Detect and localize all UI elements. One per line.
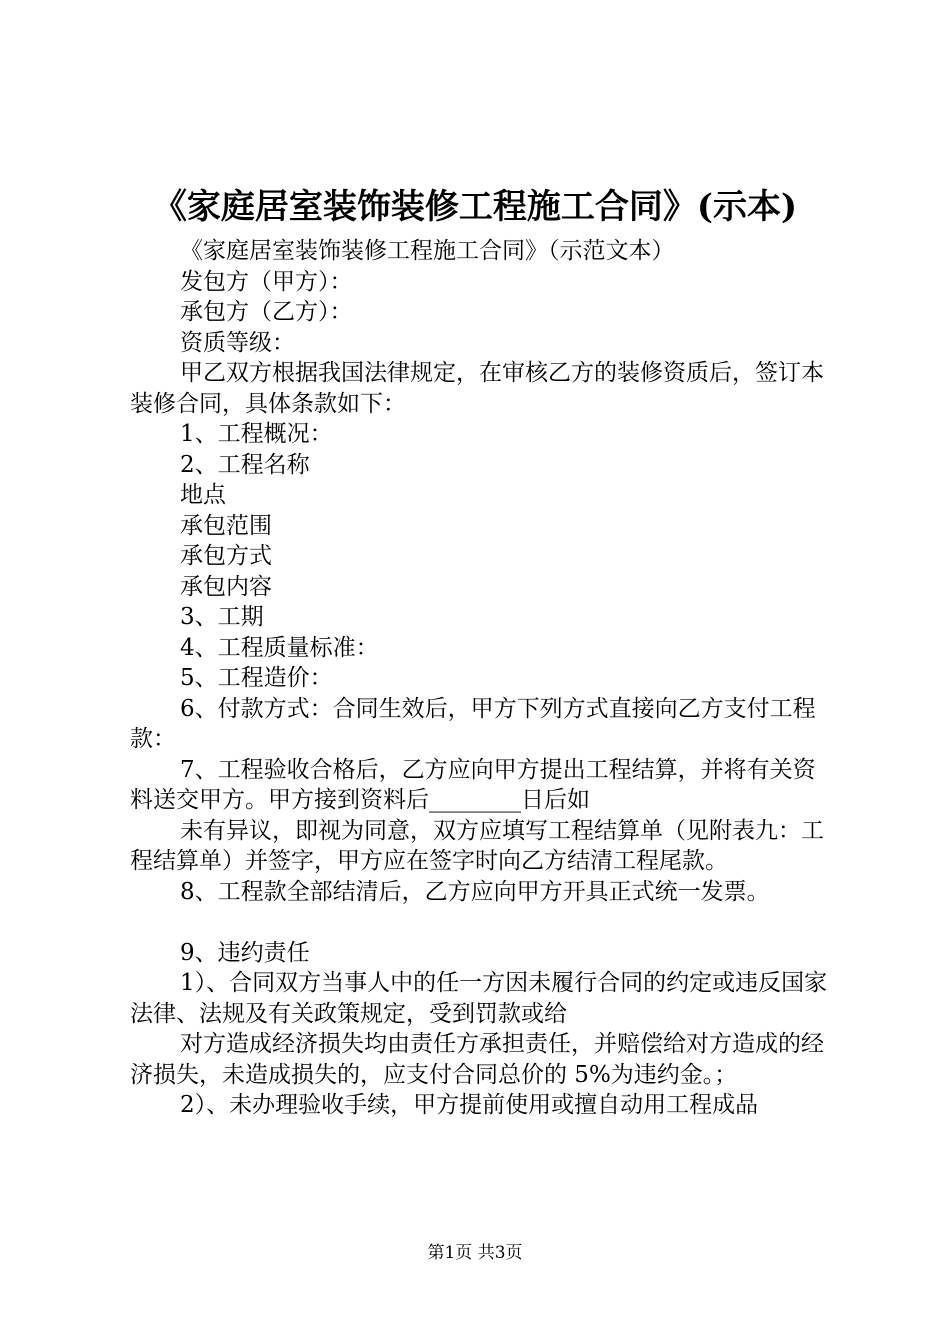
party-a-line: 发包方（甲方）： — [180, 268, 353, 295]
clause-9-item-1: 1）、合同双方当事人中的任一方因未履行合同的约定或违反国家法律、法规及有关政策规定，受到罚款或给 — [130, 970, 828, 1027]
page-number: 第1页 共3页 — [427, 1243, 523, 1263]
clause-5: 5、工程造价： — [180, 665, 333, 691]
clause-2: 2、工程名称 — [180, 451, 310, 478]
clause-6: 6、付款方式：合同生效后，甲方下列方式直接向乙方支付工程款： — [130, 695, 816, 752]
clause-2-content: 承包内容 — [180, 573, 272, 600]
clause-7: 7、工程验收合格后，乙方应向甲方提出工程结算，并将有关资料送交甲方。甲方接到资料后________日后如 — [130, 756, 816, 813]
clause-9: 9、违约责任 — [180, 939, 310, 966]
subtitle-paragraph: 《家庭居室装饰装修工程施工合同》（示范文本） — [180, 238, 675, 264]
clause-8: 8、工程款全部结清后，乙方应向甲方开具正式统一发票。 — [180, 878, 770, 905]
intro-paragraph: 甲乙双方根据我国法律规定，在审核乙方的装修资质后，签订本装修合同，具体条款如下： — [130, 360, 824, 417]
clause-7-continued: 未有异议，即视为同意，双方应填写工程结算单（见附表九：工程结算单）并签字，甲方应在签字时向乙方结清工程尾款。 — [130, 817, 824, 874]
clause-2-method: 承包方式 — [180, 543, 272, 569]
party-b-line: 承包方（乙方）： — [180, 299, 353, 325]
clause-9-item-1-continued: 对方造成经济损失均由责任方承担责任，并赔偿给对方造成的经济损失，未造成损失的，应支付合同总价的 5%为违约金。； — [130, 1031, 824, 1088]
clause-3: 3、工期 — [180, 604, 264, 630]
clause-9-item-2: 2）、未办理验收手续，甲方提前使用或擅自动用工程成品 — [180, 1092, 759, 1118]
clause-2-location: 地点 — [180, 482, 226, 508]
clause-2-scope: 承包范围 — [180, 512, 272, 539]
document-body — [130, 236, 830, 1121]
document-title: 《家庭居室装饰装修工程施工合同》(示本) — [152, 187, 798, 227]
clause-4: 4、工程质量标准： — [180, 634, 379, 661]
clause-1: 1、工程概况： — [180, 421, 333, 447]
paragraph-spacer — [130, 907, 830, 938]
qualification-line: 资质等级： — [180, 329, 295, 356]
